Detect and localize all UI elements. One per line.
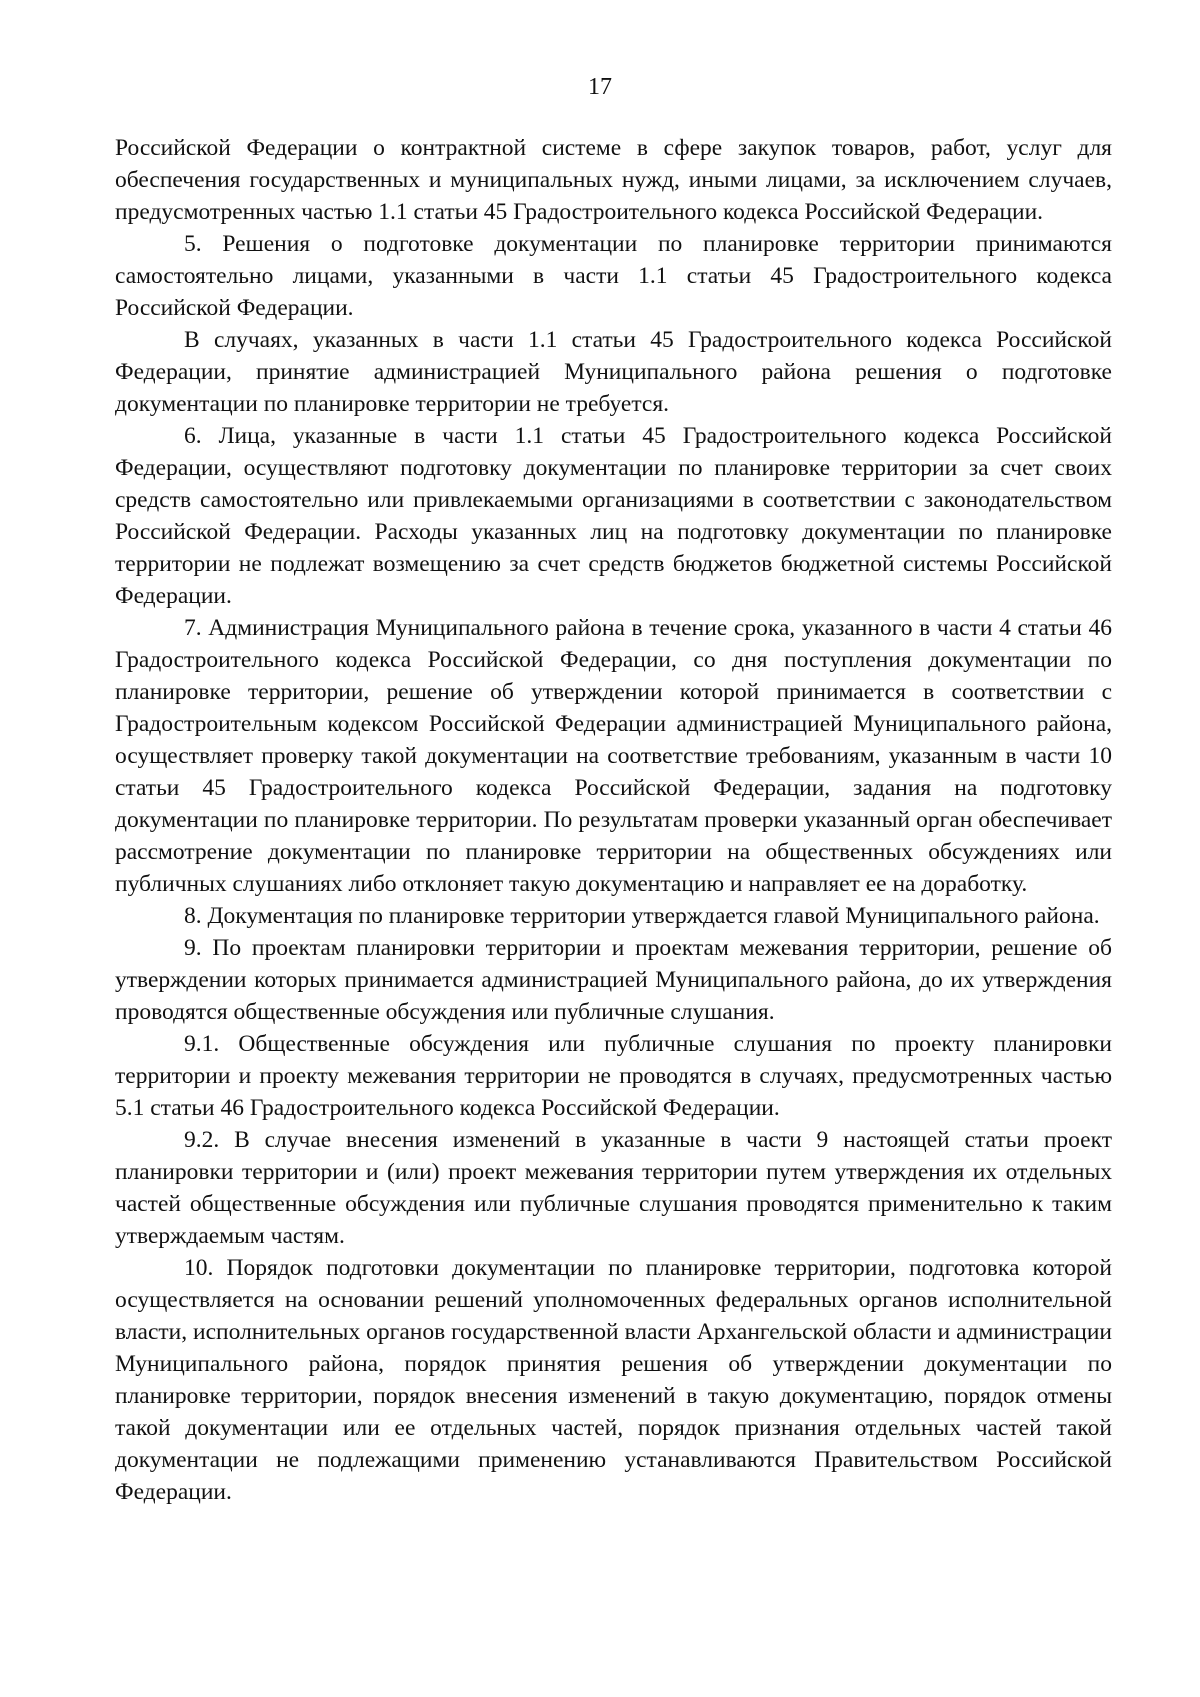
paragraph-continuation: Российской Федерации о контрактной системе в сфере закупок товаров, работ, услуг для обеспечения государственных и муниципальных нужд, иными лицами, за исключением случаев, предусмотренных частью 1.1 статьи 45 Градостроительного кодекса Российской Федерации.: [115, 135, 1112, 225]
paragraph-9-1: 9.1. Общественные обсуждения или публичные слушания по проекту планировки территории и проекту межевания территории не проводятся в случаях, предусмотренных частью 5.1 статьи 46 Градостроительного кодекса Российской Федерации.: [115, 1031, 1112, 1121]
paragraph-10: 10. Порядок подготовки документации по планировке территории, подготовка которой осуществляется на основании решений уполномоченных федеральных органов исполнительной власти, исполнительных органов государственной власти Архангельской области и администрации Муниципального района, порядок принятия решения об утверждении документации по планировке территории, порядок внесения изменений в такую документацию, порядок отмены такой документации или ее отдельных частей, порядок признания отдельных частей такой документации не подлежащими применению устанавливаются Правительством Российской Федерации.: [115, 1255, 1112, 1505]
paragraph-6: 6. Лица, указанные в части 1.1 статьи 45 Градостроительного кодекса Российской Федерации, осуществляют подготовку документации по планировке территории за счет своих средств самостоятельно или привлекаемыми организациями в соответствии с законодательством Российской Федерации. Расходы указанных лиц на подготовку документации по планировке территории не подлежат возмещению за счет средств бюджетов бюджетной системы Российской Федерации.: [115, 423, 1112, 609]
paragraph-9-2: 9.2. В случае внесения изменений в указанные в части 9 настоящей статьи проект планировки территории и (или) проект межевания территории путем утверждения их отдельных частей общественные обсуждения или публичные слушания проводятся применительно к таким утверждаемым частям.: [115, 1127, 1112, 1249]
document-body: [115, 132, 1112, 1508]
paragraph-8: 8. Документация по планировке территории утверждается главой Муниципального района.: [184, 903, 1100, 929]
paragraph-5-cases: В случаях, указанных в части 1.1 статьи 45 Градостроительного кодекса Российской Федерации, принятие администрацией Муниципального района решения о подготовке документации по планировке территории не требуется.: [115, 327, 1112, 417]
paragraph-5: 5. Решения о подготовке документации по планировке территории принимаются самостоятельно лицами, указанными в части 1.1 статьи 45 Градостроительного кодекса Российской Федерации.: [115, 231, 1112, 321]
page-number: 17: [588, 74, 612, 100]
paragraph-9: 9. По проектам планировки территории и проектам межевания территории, решение об утверждении которых принимается администрацией Муниципального района, до их утверждения проводятся общественные обсуждения или публичные слушания.: [115, 935, 1112, 1025]
paragraph-7: 7. Администрация Муниципального района в течение срока, указанного в части 4 статьи 46 Градостроительного кодекса Российской Федерации, со дня поступления документации по планировке территории, решение об утверждении которой принимается в соответствии с Градостроительным кодексом Российской Федерации администрацией Муниципального района, осуществляет проверку такой документации на соответствие требованиям, указанным в части 10 статьи 45 Градостроительного кодекса Российской Федерации, задания на подготовку документации по планировке территории. По результатам проверки указанный орган обеспечивает рассмотрение документации по планировке территории на общественных обсуждениях или публичных слушаниях либо отклоняет такую документацию и направляет ее на доработку.: [115, 615, 1112, 897]
